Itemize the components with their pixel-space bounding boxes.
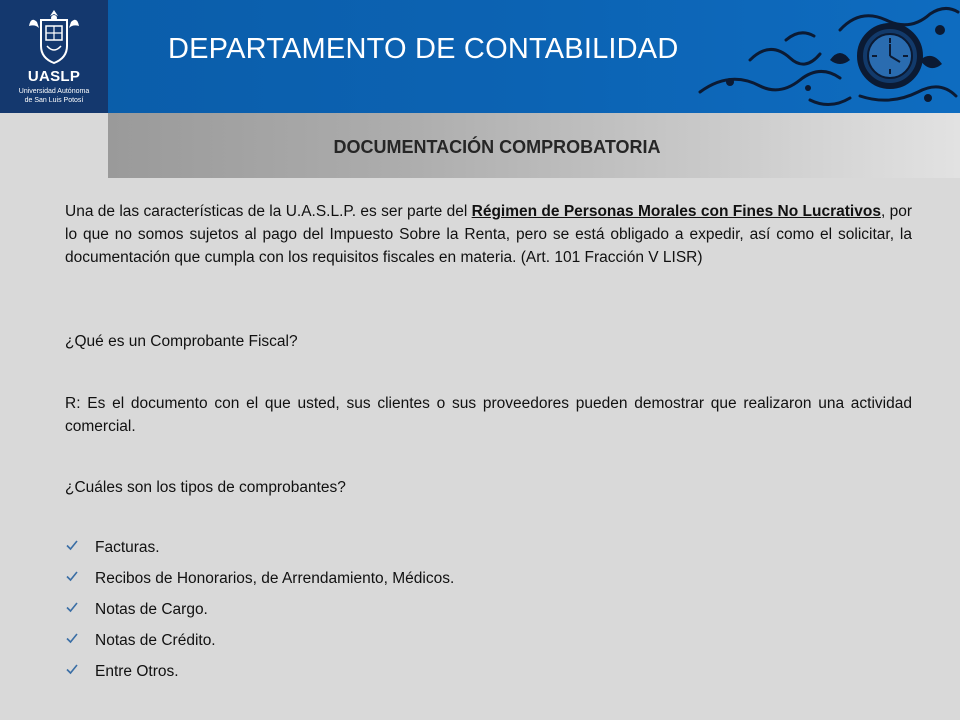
list-item-label: Entre Otros. <box>95 663 179 680</box>
list-item-label: Facturas. <box>95 539 160 556</box>
university-logo <box>0 0 108 113</box>
section-title: DOCUMENTACIÓN COMPROBATORIA <box>333 137 661 157</box>
receipt-types-list <box>65 536 454 691</box>
logo-subtitle-line2: de San Luis Potosí <box>24 97 84 104</box>
list-item <box>65 629 454 660</box>
regime-emphasis: Régimen de Personas Morales con Fines No Lucrativos <box>471 203 881 220</box>
answer-fiscal-receipt: R: Es el documento con el que usted, sus clientes o sus proveedores pueden demostrar que realizaron una actividad comercial. <box>65 395 912 435</box>
checkmark-icon <box>65 600 79 614</box>
logo-subtitle <box>0 87 108 105</box>
checkmark-icon <box>65 662 79 676</box>
header-bar <box>0 0 960 113</box>
checkmark-icon <box>65 569 79 583</box>
clock-ornament-icon <box>690 0 960 113</box>
list-item <box>65 598 454 629</box>
coat-of-arms-icon <box>27 6 81 66</box>
document-body <box>65 200 912 680</box>
intro-text-before: Una de las características de la U.A.S.L.P. es ser parte del <box>65 203 472 220</box>
intro-paragraph <box>65 200 912 269</box>
list-item <box>65 536 454 567</box>
department-title: DEPARTAMENTO DE CONTABILIDAD <box>168 33 679 65</box>
list-item-label: Notas de Crédito. <box>95 632 216 649</box>
checkmark-icon <box>65 631 79 645</box>
list-item <box>65 660 454 691</box>
question-fiscal-receipt: ¿Qué es un Comprobante Fiscal? <box>65 333 298 350</box>
checkmark-icon <box>65 538 79 552</box>
list-item-label: Recibos de Honorarios, de Arrendamiento, Médicos. <box>95 570 455 587</box>
intro-text-after: , por lo que no somos sujetos al pago del Impuesto Sobre la Renta, pero se está obligado a expedir, así como el solicitar, la documentación que cumpla con los requisitos fiscales en materia. (Art. 101 Fracción V LISR) <box>65 203 912 266</box>
question-receipt-types: ¿Cuáles son los tipos de comprobantes? <box>65 479 346 496</box>
list-item-label: Notas de Cargo. <box>95 601 208 618</box>
logo-subtitle-line1: Universidad Autónoma <box>18 88 90 95</box>
section-title-bar <box>108 113 960 178</box>
list-item <box>65 567 454 598</box>
logo-wordmark: UASLP <box>27 68 81 85</box>
